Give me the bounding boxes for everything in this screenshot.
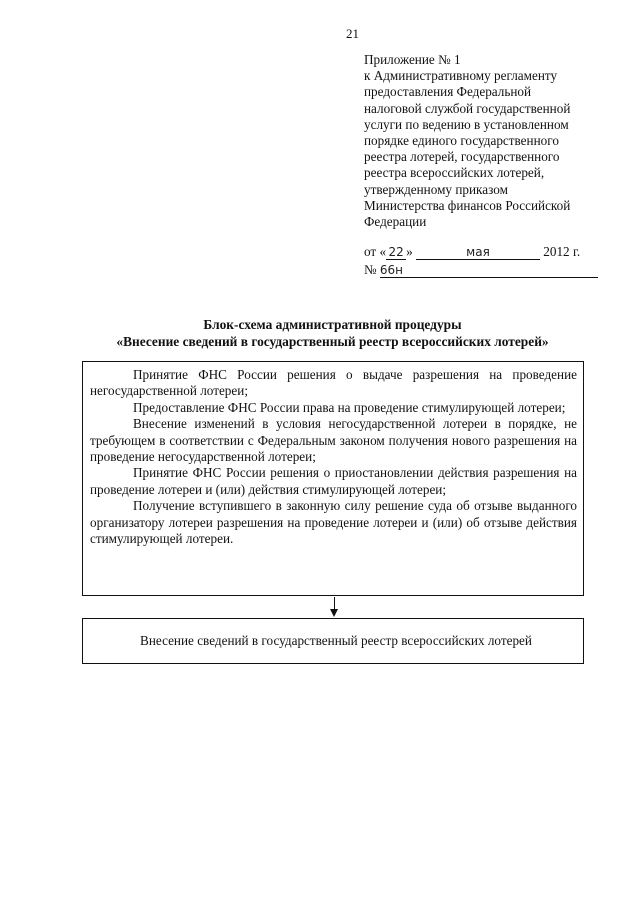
date-month: мая: [416, 246, 540, 260]
condition-item: Получение вступившего в законную силу решение суда об отзыве выданного организатору лотереи разрешения на проведение лотереи и (или) об отзыве действия стимулирующей лотереи.: [90, 498, 577, 547]
appendix-block: [364, 52, 614, 230]
appendix-line: порядке единого государственного: [364, 133, 559, 149]
appendix-line: услуги по ведению в установленном: [364, 116, 569, 132]
condition-item: Внесение изменений в условия негосударственной лотереи в порядке, не требующем в соответствии с Федеральным законом получения нового разрешения на проведение негосударственной лотереи;: [90, 416, 577, 465]
condition-item: Предоставление ФНС России права на проведение стимулирующей лотереи;: [133, 399, 566, 415]
condition-item: Принятие ФНС России решения о выдаче разрешения на проведение негосударственной лотереи;: [90, 367, 577, 399]
date-day: 22: [386, 246, 406, 260]
date-prefix: от «: [364, 244, 387, 259]
flowchart-heading: [60, 316, 605, 350]
appendix-line: реестра всероссийских лотерей,: [364, 165, 545, 181]
date-close: »: [406, 244, 413, 259]
order-number: [364, 262, 614, 280]
number-value: 66н: [380, 264, 598, 278]
number-prefix: №: [364, 262, 377, 277]
appendix-line: налоговой службой государственной: [364, 100, 571, 116]
conditions-box: [82, 361, 584, 596]
date-year: 2012 г.: [543, 244, 581, 259]
heading-line-1: Блок-схема административной процедуры: [203, 317, 462, 332]
appendix-line: Приложение № 1: [364, 52, 461, 67]
flow-arrow-head: [330, 609, 338, 617]
appendix-line: предоставления Федеральной: [364, 84, 532, 100]
order-date: [364, 244, 614, 262]
result-box: [82, 618, 584, 664]
heading-line-2: «Внесение сведений в государственный реестр всероссийских лотерей»: [116, 334, 549, 349]
page-number: 21: [346, 26, 359, 41]
appendix-line: Федерации: [364, 214, 427, 230]
result-text: Внесение сведений в государственный реестр всероссийских лотерей: [140, 633, 532, 648]
appendix-line: реестра лотерей, государственного: [364, 149, 560, 165]
appendix-line: утвержденному приказом: [364, 181, 508, 197]
condition-item: Принятие ФНС России решения о приостановлении действия разрешения на проведение лотереи и (или) действия стимулирующей лотереи;: [90, 465, 577, 497]
appendix-line: к Административному регламенту: [364, 68, 558, 84]
appendix-line: Министерства финансов Российской: [364, 197, 571, 213]
